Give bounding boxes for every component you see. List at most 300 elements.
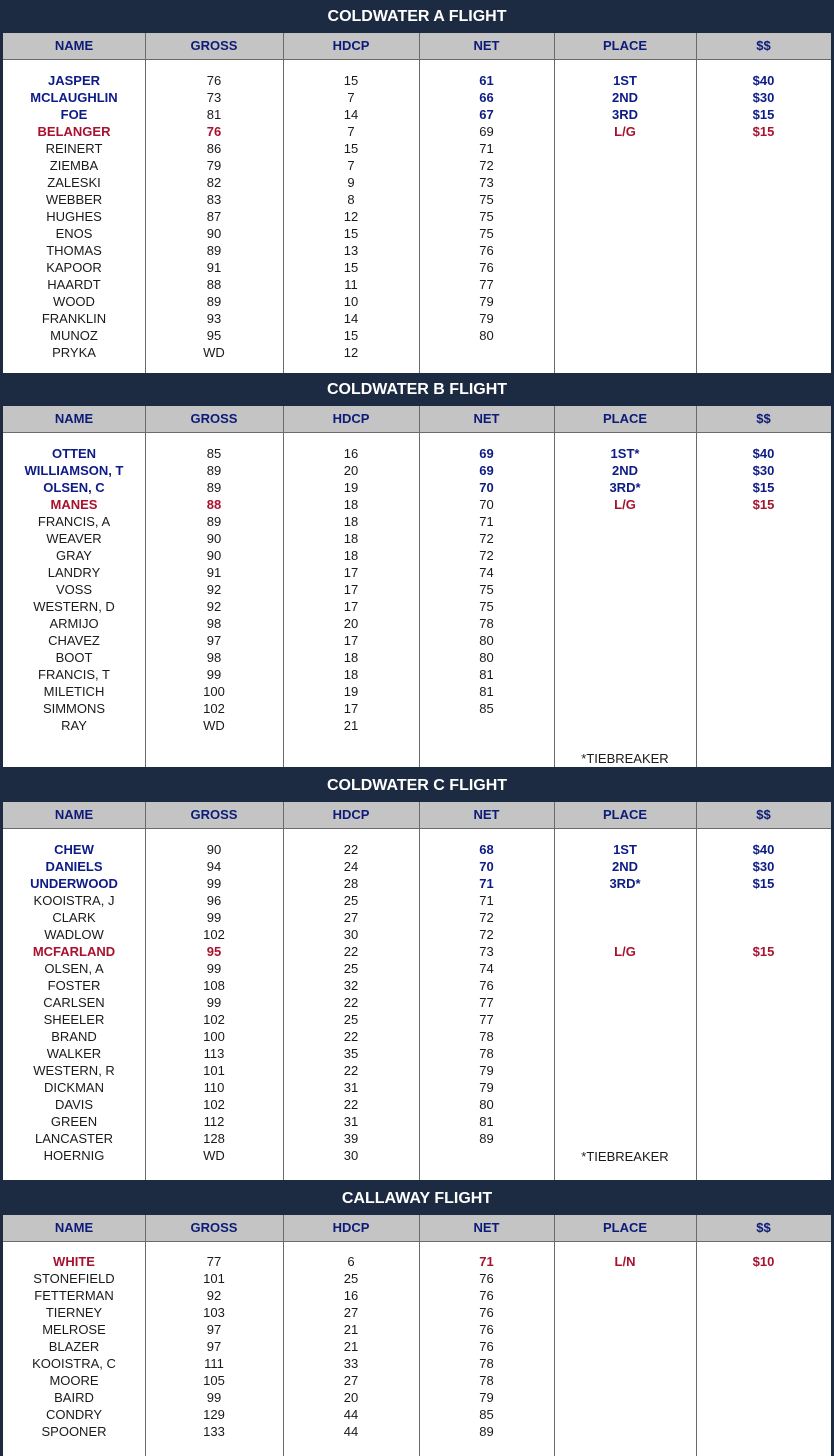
cell-gross: 92 bbox=[206, 582, 222, 597]
cell-name: FRANCIS, A bbox=[37, 514, 111, 529]
column-header-name: NAME bbox=[54, 38, 94, 53]
cell-money bbox=[696, 977, 831, 994]
cell-net: 77 bbox=[479, 277, 494, 292]
cell-hdcp: 22 bbox=[343, 944, 359, 959]
cell-hdcp: 15 bbox=[343, 226, 359, 241]
cell-gross: 90 bbox=[206, 531, 222, 546]
cell-place bbox=[554, 293, 696, 310]
cell-gross: 88 bbox=[206, 497, 222, 512]
cell-place bbox=[554, 157, 696, 174]
cell-place bbox=[554, 892, 696, 909]
table-row bbox=[3, 445, 831, 462]
cell-net: 76 bbox=[479, 260, 494, 275]
cell-money bbox=[696, 1423, 831, 1440]
cell-name: ZALESKI bbox=[47, 175, 101, 190]
cell-gross: 76 bbox=[206, 124, 222, 139]
table-row bbox=[3, 1096, 831, 1113]
cell-hdcp: 15 bbox=[343, 328, 359, 343]
cell-name: FOSTER bbox=[47, 978, 101, 993]
table-row bbox=[3, 683, 831, 700]
cell-hdcp: 14 bbox=[343, 311, 359, 326]
cell-money bbox=[696, 1011, 831, 1028]
cell-hdcp: 31 bbox=[343, 1080, 359, 1095]
table-row bbox=[3, 1338, 831, 1355]
table-header bbox=[3, 33, 831, 60]
cell-place bbox=[554, 276, 696, 293]
flight-section bbox=[0, 373, 834, 767]
cell-gross: WD bbox=[203, 1148, 225, 1163]
cell-hdcp: 28 bbox=[343, 876, 359, 891]
table-row bbox=[3, 157, 831, 174]
cell-name: KOOISTRA, C bbox=[32, 1356, 116, 1371]
cell-name: ENOS bbox=[55, 226, 93, 241]
cell-money: $30 bbox=[752, 859, 775, 874]
table-row bbox=[3, 327, 831, 344]
column-header-net: NET bbox=[473, 411, 500, 426]
cell-place: 3RD bbox=[611, 107, 638, 122]
cell-money bbox=[696, 1270, 831, 1287]
cell-name: MOORE bbox=[49, 1373, 99, 1388]
cell-hdcp: 22 bbox=[343, 1063, 359, 1078]
table-row bbox=[3, 530, 831, 547]
cell-gross: 97 bbox=[206, 1339, 222, 1354]
cell-money bbox=[696, 666, 831, 683]
cell-place bbox=[554, 632, 696, 649]
cell-name: PRYKA bbox=[52, 345, 96, 360]
results-table bbox=[3, 33, 831, 373]
cell-name: HUGHES bbox=[46, 209, 102, 224]
cell-hdcp: 22 bbox=[343, 995, 359, 1010]
cell-place: L/G bbox=[614, 497, 636, 512]
table-row bbox=[3, 632, 831, 649]
table-row bbox=[3, 909, 831, 926]
cell-net: 74 bbox=[479, 565, 494, 580]
cell-place: 2ND bbox=[611, 90, 638, 105]
table-row bbox=[3, 1304, 831, 1321]
cell-money: $15 bbox=[752, 876, 775, 891]
cell-name: MILETICH bbox=[43, 684, 105, 699]
cell-hdcp: 19 bbox=[343, 684, 359, 699]
cell-gross: 73 bbox=[206, 90, 222, 105]
cell-name: HOERNIG bbox=[43, 1148, 105, 1163]
cell-net: 76 bbox=[479, 1322, 494, 1337]
cell-hdcp: 15 bbox=[343, 73, 359, 88]
cell-gross: 99 bbox=[206, 667, 222, 682]
cell-net: 74 bbox=[479, 961, 494, 976]
cell-name: WOOD bbox=[53, 294, 95, 309]
cell-name: MCLAUGHLIN bbox=[30, 90, 118, 105]
cell-name: WHITE bbox=[53, 1254, 95, 1269]
table-row bbox=[3, 123, 831, 140]
cell-name: OLSEN, A bbox=[44, 961, 104, 976]
cell-net: 85 bbox=[479, 1407, 494, 1422]
cell-money bbox=[696, 1287, 831, 1304]
cell-name: DAVIS bbox=[54, 1097, 94, 1112]
cell-name: BOOT bbox=[55, 650, 93, 665]
cell-place bbox=[554, 1423, 696, 1440]
cell-hdcp: 31 bbox=[343, 1114, 359, 1129]
cell-net: 75 bbox=[479, 582, 494, 597]
cell-hdcp: 12 bbox=[343, 345, 359, 360]
table-row bbox=[3, 1389, 831, 1406]
cell-place bbox=[554, 1338, 696, 1355]
cell-gross: 92 bbox=[206, 599, 222, 614]
cell-net: 76 bbox=[479, 243, 494, 258]
cell-money bbox=[696, 909, 831, 926]
cell-name: DICKMAN bbox=[44, 1080, 104, 1095]
cell-gross: WD bbox=[203, 718, 225, 733]
cell-money bbox=[696, 276, 831, 293]
cell-gross: 87 bbox=[206, 209, 222, 224]
column-header-gross: GROSS bbox=[190, 1220, 238, 1235]
cell-net: 70 bbox=[479, 480, 494, 495]
cell-hdcp: 27 bbox=[343, 910, 359, 925]
cell-net: 68 bbox=[479, 842, 494, 857]
table-row bbox=[3, 1045, 831, 1062]
cell-place bbox=[554, 581, 696, 598]
cell-net: 70 bbox=[479, 859, 494, 874]
cell-money bbox=[696, 1113, 831, 1130]
cell-hdcp: 12 bbox=[343, 209, 359, 224]
table-row bbox=[3, 462, 831, 479]
cell-name: WEAVER bbox=[46, 531, 102, 546]
cell-money bbox=[696, 140, 831, 157]
cell-money: $40 bbox=[752, 73, 775, 88]
cell-place: 2ND bbox=[611, 859, 638, 874]
cell-place bbox=[554, 344, 696, 361]
table-row bbox=[3, 581, 831, 598]
cell-gross: 113 bbox=[203, 1046, 225, 1061]
cell-gross: 103 bbox=[203, 1305, 225, 1320]
cell-money bbox=[696, 191, 831, 208]
cell-money bbox=[696, 926, 831, 943]
cell-net: 72 bbox=[479, 158, 494, 173]
cell-net: 71 bbox=[479, 1254, 494, 1269]
cell-name: MCFARLAND bbox=[32, 944, 116, 959]
cell-gross: 99 bbox=[206, 910, 222, 925]
cell-name: MELROSE bbox=[42, 1322, 106, 1337]
cell-money bbox=[696, 174, 831, 191]
table-row bbox=[3, 700, 831, 717]
cell-hdcp: 35 bbox=[343, 1046, 359, 1061]
cell-place bbox=[554, 564, 696, 581]
cell-place: L/G bbox=[614, 124, 636, 139]
table-row bbox=[3, 310, 831, 327]
cell-hdcp: 27 bbox=[343, 1373, 359, 1388]
cell-place bbox=[554, 666, 696, 683]
cell-place bbox=[554, 700, 696, 717]
cell-money bbox=[696, 1130, 831, 1147]
cell-gross: 81 bbox=[206, 107, 222, 122]
cell-money bbox=[696, 513, 831, 530]
cell-place bbox=[554, 1304, 696, 1321]
cell-net: 71 bbox=[479, 876, 494, 891]
cell-money bbox=[696, 683, 831, 700]
cell-gross: 92 bbox=[206, 1288, 222, 1303]
cell-money bbox=[696, 327, 831, 344]
cell-name: WESTERN, D bbox=[33, 599, 115, 614]
cell-net: 78 bbox=[479, 1046, 494, 1061]
cell-money bbox=[696, 717, 831, 734]
cell-money bbox=[696, 1304, 831, 1321]
cell-hdcp: 11 bbox=[344, 277, 358, 292]
cell-gross: 91 bbox=[206, 260, 222, 275]
cell-name: ZIEMBA bbox=[49, 158, 99, 173]
cell-hdcp: 22 bbox=[343, 1097, 359, 1112]
cell-place bbox=[554, 1096, 696, 1113]
cell-gross: 83 bbox=[206, 192, 222, 207]
table-row bbox=[3, 1372, 831, 1389]
column-header-hdcp: HDCP bbox=[332, 807, 370, 822]
cell-name: DANIELS bbox=[45, 859, 103, 874]
results-table bbox=[3, 406, 831, 767]
cell-hdcp: 17 bbox=[343, 633, 359, 648]
cell-net: 75 bbox=[479, 192, 494, 207]
cell-hdcp: 16 bbox=[343, 1288, 359, 1303]
column-header-hdcp: HDCP bbox=[332, 1220, 370, 1235]
cell-hdcp: 8 bbox=[347, 192, 355, 207]
cell-hdcp: 25 bbox=[343, 893, 359, 908]
cell-gross: 97 bbox=[206, 633, 222, 648]
cell-name: LANCASTER bbox=[34, 1131, 114, 1146]
cell-name: WILLIAMSON, T bbox=[24, 463, 124, 478]
table-row bbox=[3, 1270, 831, 1287]
table-body bbox=[3, 72, 831, 361]
cell-gross: 128 bbox=[203, 1131, 225, 1146]
cell-net: 72 bbox=[479, 927, 494, 942]
cell-place bbox=[554, 994, 696, 1011]
cell-net: 61 bbox=[479, 73, 494, 88]
table-row bbox=[3, 994, 831, 1011]
cell-place bbox=[554, 598, 696, 615]
cell-hdcp: 25 bbox=[343, 1012, 359, 1027]
cell-hdcp: 20 bbox=[343, 463, 359, 478]
cell-money bbox=[696, 1096, 831, 1113]
cell-hdcp: 27 bbox=[343, 1305, 359, 1320]
cell-gross: 89 bbox=[206, 463, 222, 478]
cell-gross: 99 bbox=[206, 1390, 222, 1405]
table-row bbox=[3, 649, 831, 666]
table-row bbox=[3, 943, 831, 960]
cell-money bbox=[696, 530, 831, 547]
cell-money bbox=[696, 632, 831, 649]
cell-gross: 96 bbox=[206, 893, 222, 908]
cell-place bbox=[554, 1355, 696, 1372]
cell-name: BRAND bbox=[51, 1029, 97, 1044]
cell-money: $15 bbox=[752, 107, 775, 122]
cell-gross: 133 bbox=[203, 1424, 225, 1439]
cell-gross: 129 bbox=[203, 1407, 225, 1422]
cell-money bbox=[696, 310, 831, 327]
cell-net: 72 bbox=[479, 531, 494, 546]
cell-name: SIMMONS bbox=[42, 701, 106, 716]
cell-money bbox=[696, 649, 831, 666]
cell-net: 77 bbox=[479, 1012, 494, 1027]
cell-name: HAARDT bbox=[47, 277, 101, 292]
cell-gross: 90 bbox=[206, 842, 222, 857]
cell-gross: 98 bbox=[206, 650, 222, 665]
cell-gross: 82 bbox=[206, 175, 222, 190]
cell-gross: 77 bbox=[206, 1254, 222, 1269]
cell-name: WADLOW bbox=[44, 927, 104, 942]
table-row bbox=[3, 1287, 831, 1304]
cell-money bbox=[696, 259, 831, 276]
flight-title: CALLAWAY FLIGHT bbox=[341, 1190, 493, 1207]
cell-net: 70 bbox=[479, 497, 494, 512]
cell-money: $40 bbox=[752, 842, 775, 857]
column-header-place: PLACE bbox=[602, 411, 648, 426]
cell-net: 89 bbox=[479, 1424, 494, 1439]
cell-name: KOOISTRA, J bbox=[33, 893, 115, 908]
table-body bbox=[3, 841, 831, 1164]
flight-title: COLDWATER B FLIGHT bbox=[326, 381, 508, 398]
cell-hdcp: 7 bbox=[347, 158, 355, 173]
cell-place: 1ST bbox=[613, 73, 637, 88]
cell-hdcp: 18 bbox=[343, 667, 359, 682]
cell-gross: WD bbox=[203, 345, 225, 360]
cell-money bbox=[696, 598, 831, 615]
cell-name: GREEN bbox=[50, 1114, 98, 1129]
cell-money bbox=[696, 344, 831, 361]
cell-name: CHAVEZ bbox=[48, 633, 100, 648]
flight-section bbox=[0, 1182, 834, 1456]
cell-gross: 102 bbox=[203, 701, 225, 716]
column-header-gross: GROSS bbox=[190, 411, 238, 426]
cell-name: CHEW bbox=[54, 842, 94, 857]
cell-money bbox=[696, 225, 831, 242]
cell-money bbox=[696, 1355, 831, 1372]
cell-net: 67 bbox=[479, 107, 494, 122]
cell-gross: 95 bbox=[206, 328, 222, 343]
column-header-gross: GROSS bbox=[190, 807, 238, 822]
cell-net bbox=[419, 344, 554, 361]
cell-place bbox=[554, 547, 696, 564]
cell-net: 66 bbox=[479, 90, 494, 105]
cell-place bbox=[554, 140, 696, 157]
cell-net: 75 bbox=[479, 599, 494, 614]
table-row bbox=[3, 1253, 831, 1270]
cell-hdcp: 9 bbox=[347, 175, 355, 190]
cell-place bbox=[554, 615, 696, 632]
cell-place bbox=[554, 683, 696, 700]
cell-net: 81 bbox=[479, 667, 494, 682]
table-row bbox=[3, 89, 831, 106]
cell-money bbox=[696, 994, 831, 1011]
table-row bbox=[3, 1147, 831, 1164]
cell-money bbox=[696, 208, 831, 225]
table-row bbox=[3, 1079, 831, 1096]
cell-gross: 94 bbox=[206, 859, 222, 874]
flight-section bbox=[0, 769, 834, 1180]
cell-place: 3RD* bbox=[609, 480, 641, 495]
cell-hdcp: 10 bbox=[343, 294, 359, 309]
cell-money bbox=[696, 1147, 831, 1164]
cell-hdcp: 25 bbox=[343, 1271, 359, 1286]
table-row bbox=[3, 841, 831, 858]
cell-hdcp: 17 bbox=[343, 701, 359, 716]
cell-money: $15 bbox=[752, 497, 775, 512]
cell-hdcp: 7 bbox=[347, 124, 355, 139]
cell-net: 80 bbox=[479, 633, 494, 648]
cell-money bbox=[696, 293, 831, 310]
cell-name: ARMIJO bbox=[49, 616, 99, 631]
cell-place bbox=[554, 513, 696, 530]
cell-hdcp: 6 bbox=[347, 1254, 355, 1269]
cell-place bbox=[554, 1287, 696, 1304]
cell-name: JASPER bbox=[47, 73, 101, 88]
cell-money bbox=[696, 960, 831, 977]
column-header-gross: GROSS bbox=[190, 38, 238, 53]
table-row bbox=[3, 174, 831, 191]
cell-hdcp: 21 bbox=[343, 1339, 359, 1354]
cell-place bbox=[554, 960, 696, 977]
cell-gross: 99 bbox=[206, 876, 222, 891]
column-header-name: NAME bbox=[54, 1220, 94, 1235]
cell-name: UNDERWOOD bbox=[30, 876, 118, 891]
cell-net: 69 bbox=[479, 446, 494, 461]
cell-money bbox=[696, 242, 831, 259]
cell-net: 78 bbox=[479, 1373, 494, 1388]
cell-net: 78 bbox=[479, 616, 494, 631]
cell-place bbox=[554, 1389, 696, 1406]
cell-net bbox=[419, 717, 554, 734]
cell-net: 79 bbox=[479, 294, 494, 309]
table-row bbox=[3, 1423, 831, 1440]
table-row bbox=[3, 977, 831, 994]
cell-money: $30 bbox=[752, 463, 775, 478]
cell-name: FRANCIS, T bbox=[38, 667, 110, 682]
cell-money bbox=[696, 1321, 831, 1338]
results-table bbox=[3, 1215, 831, 1456]
cell-place bbox=[554, 242, 696, 259]
cell-net: 76 bbox=[479, 1288, 494, 1303]
cell-name: FOE bbox=[60, 107, 88, 122]
cell-place bbox=[554, 977, 696, 994]
cell-money bbox=[696, 1389, 831, 1406]
table-row bbox=[3, 666, 831, 683]
cell-place bbox=[554, 1062, 696, 1079]
cell-hdcp: 32 bbox=[343, 978, 359, 993]
cell-hdcp: 22 bbox=[343, 842, 359, 857]
cell-money bbox=[696, 157, 831, 174]
table-row bbox=[3, 1321, 831, 1338]
column-header-place: PLACE bbox=[602, 1220, 648, 1235]
flight-title: COLDWATER C FLIGHT bbox=[326, 777, 508, 794]
cell-place bbox=[554, 225, 696, 242]
cell-money bbox=[696, 1062, 831, 1079]
cell-name: OLSEN, C bbox=[43, 480, 105, 495]
cell-gross: 97 bbox=[206, 1322, 222, 1337]
table-row bbox=[3, 926, 831, 943]
cell-place bbox=[554, 191, 696, 208]
table-header bbox=[3, 406, 831, 433]
cell-net: 85 bbox=[479, 701, 494, 716]
table-row bbox=[3, 140, 831, 157]
cell-gross: 85 bbox=[206, 446, 222, 461]
cell-money bbox=[696, 1372, 831, 1389]
cell-place bbox=[554, 327, 696, 344]
cell-net: 81 bbox=[479, 684, 494, 699]
tiebreaker-note: *TIEBREAKER bbox=[581, 1149, 669, 1164]
cell-place bbox=[554, 259, 696, 276]
cell-net: 77 bbox=[479, 995, 494, 1010]
cell-money: $40 bbox=[752, 446, 775, 461]
cell-place bbox=[554, 1406, 696, 1423]
cell-place: 1ST* bbox=[610, 446, 640, 461]
cell-gross: 88 bbox=[206, 277, 222, 292]
cell-hdcp: 44 bbox=[343, 1407, 359, 1422]
cell-net: 75 bbox=[479, 209, 494, 224]
